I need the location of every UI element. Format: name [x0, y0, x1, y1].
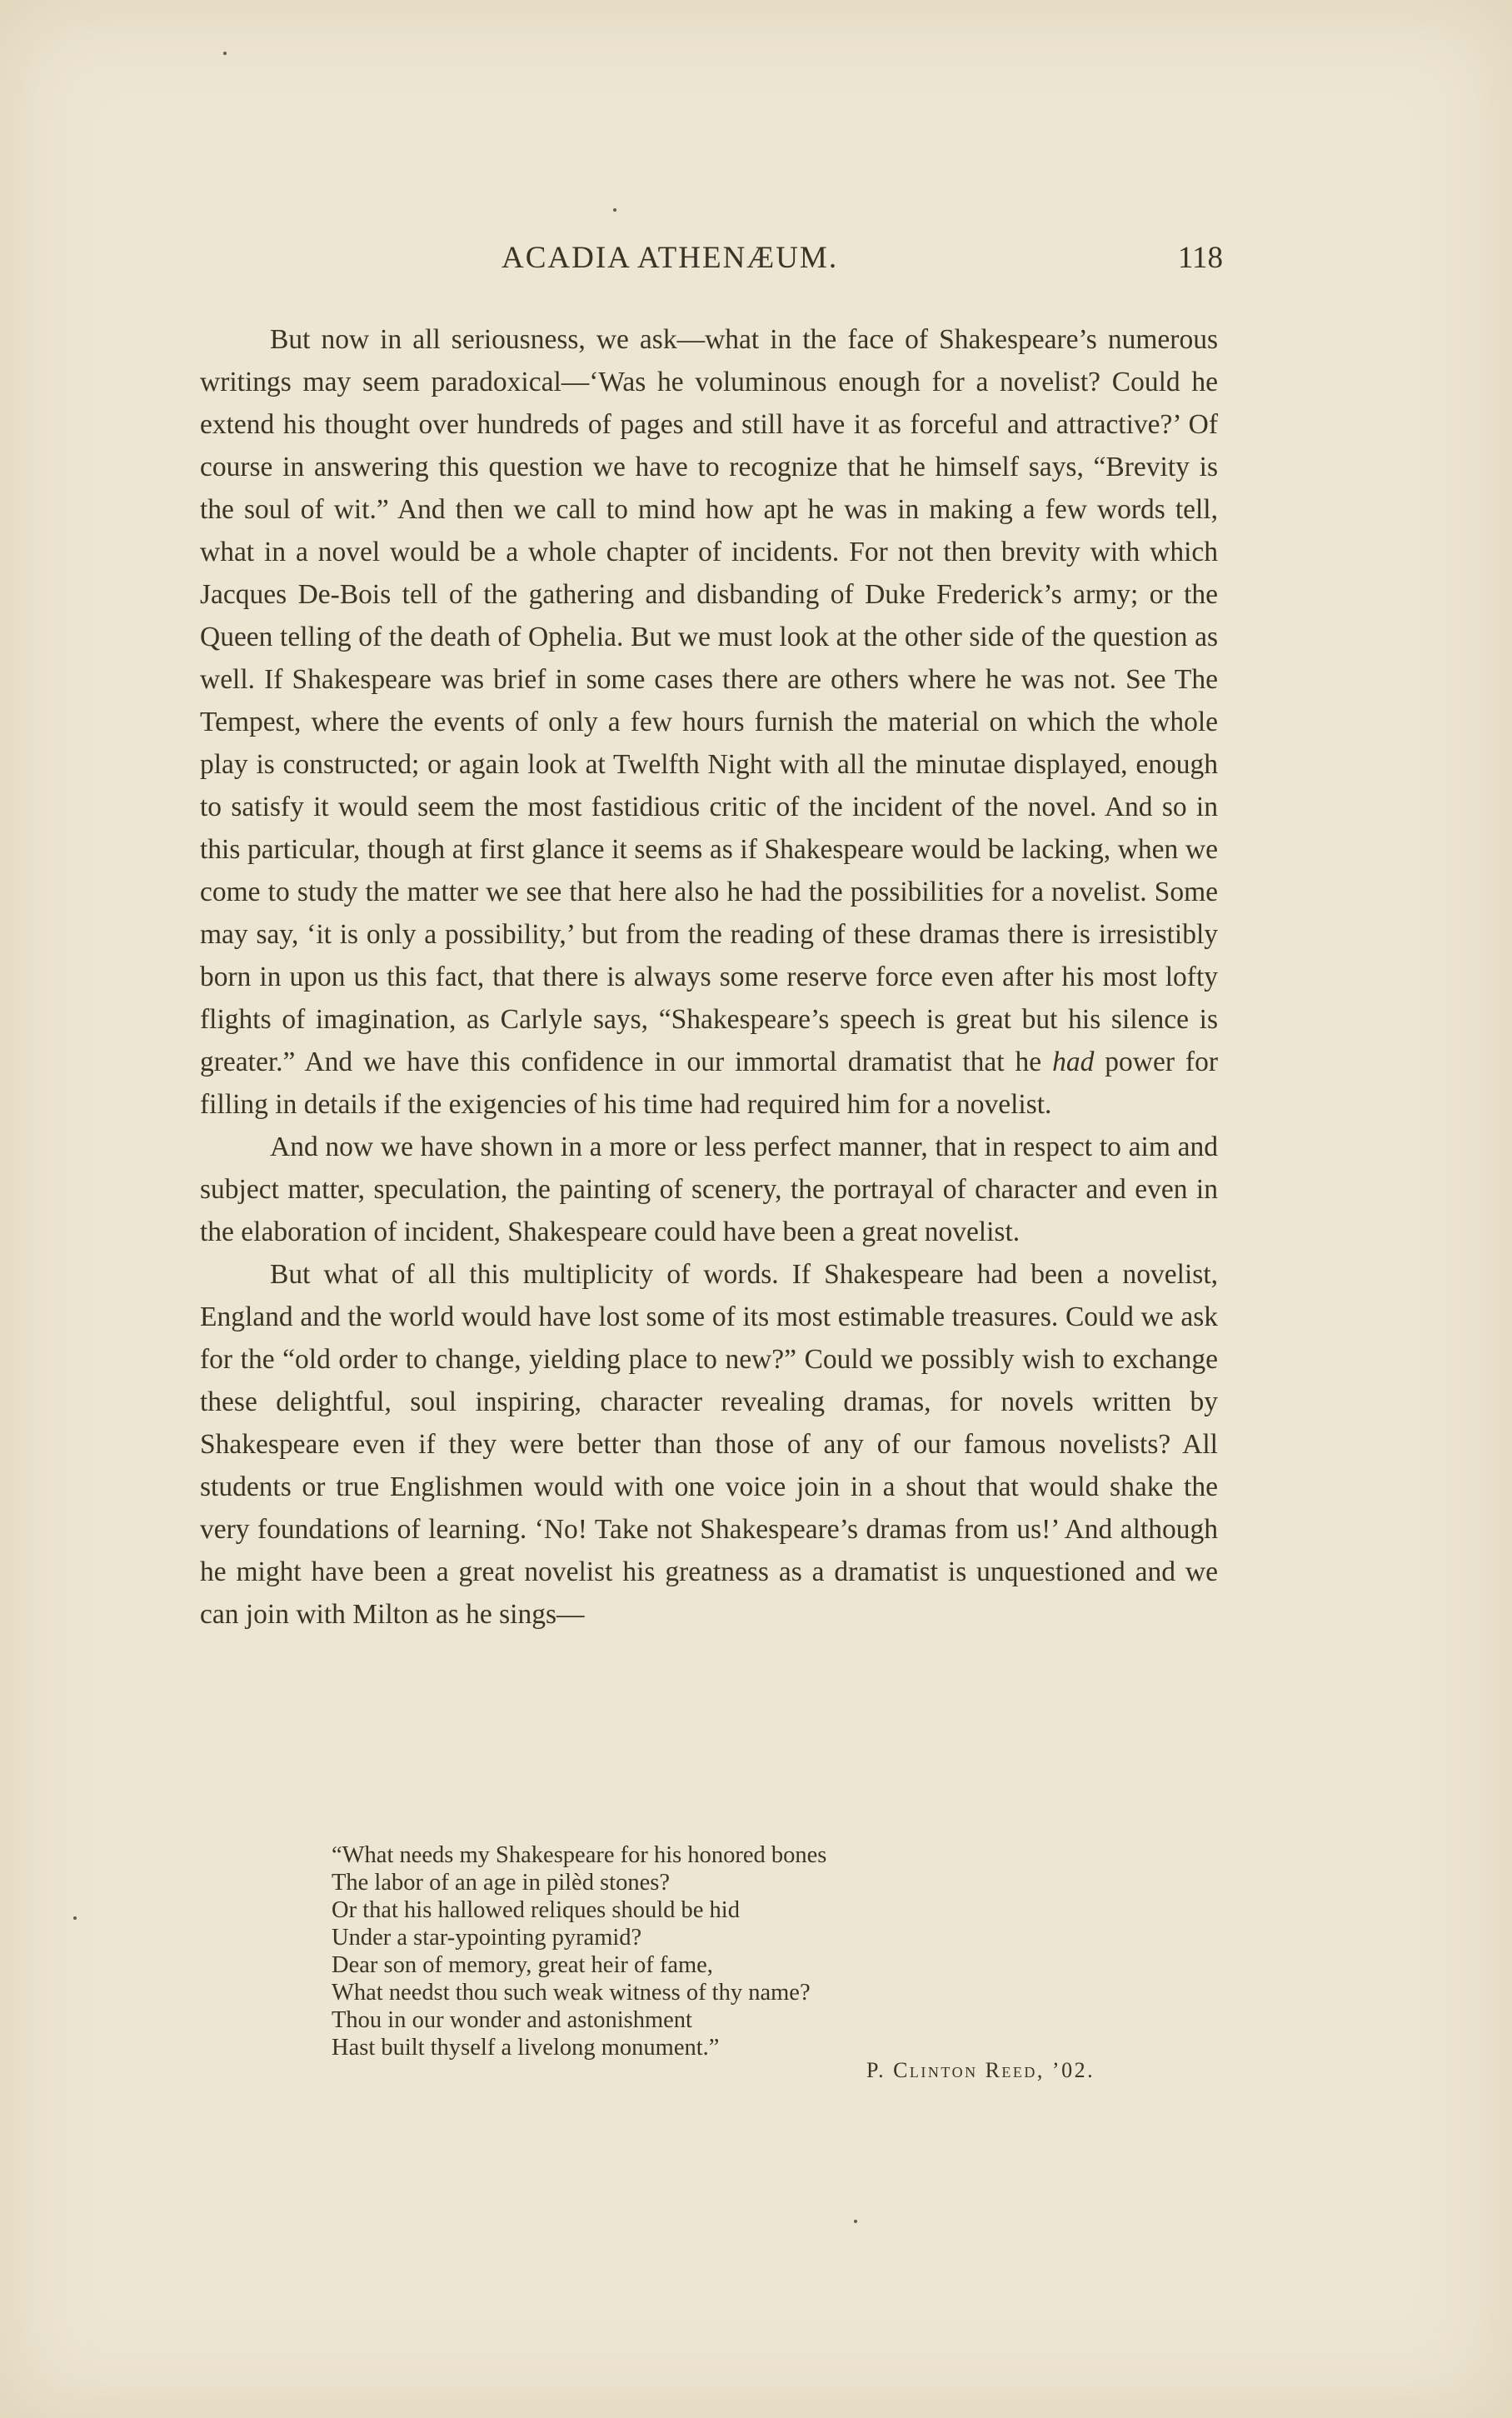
poem-line: Thou in our wonder and astonishment: [332, 2007, 692, 2033]
article-body: [200, 318, 1218, 1636]
paragraph-1-text: But now in all seriousness, we ask—what in the face of Shakespeare’s numerous writings may seem paradoxical—‘Was he voluminous enough for a novelist? Could he extend his thought over hundreds of pages and still have it as forceful and attractive?’ Of course in answering this question we have to recognize that he himself says, “Brevity is the soul of wit.” And then we call to mind how apt he was in making a few words tell, what in a novel would be a whole chapter of incidents. For not then brevity with which Jacques De-Bois tell of the gathering and disbanding of Duke Frederick’s army; or the Queen telling of the death of Ophelia. But we must look at the other side of the question as well. If Shakespeare was brief in some cases there are others where he was not. See The Tempest, where the events of only a few hours furnish the material on which the whole play is constructed; or again look at Twelfth Night with all the minutae displayed, enough to satisfy it would seem the most fastidious critic of the incident of the novel. And so in this particular, though at first glance it seems as if Shakespeare would be lacking, when we come to study the matter we see that here also he had the possibilities for a novelist. Some may say, ‘it is only a possibility,’ but from the reading of these dramas there is irresistibly born in upon us this fact, that there is always some reserve force even after his most lofty flights of imagination, as Carlyle says, “Shakespeare’s speech is great but his silence is greater.” And we have this confidence in our immortal dramatist that he: [200, 324, 1218, 1077]
poem-line: “What needs my Shakespeare for his honored bones: [332, 1842, 827, 1868]
paper-speck: [223, 52, 227, 55]
paragraph-2-text: And now we have shown in a more or less perfect manner, that in respect to aim and subject matter, speculation, the painting of scenery, the portrayal of character and even in the elaboration of incident, Shakespeare could have been a great novelist.: [200, 1132, 1218, 1247]
paper-speck: [854, 2220, 857, 2223]
poem-line: Under a star-ypointing pyramid?: [332, 1925, 642, 1951]
paper-speck: [613, 208, 616, 212]
poem-line: Dear son of memory, great heir of fame,: [332, 1952, 713, 1978]
page-header: [200, 240, 1223, 282]
running-title: ACADIA ATHENÆUM.: [502, 241, 839, 275]
paper-speck: [73, 1916, 77, 1920]
poem-line: What needst thou such weak witness of thy name?: [332, 1980, 811, 2006]
poem-line: Hast built thyself a livelong monument.”: [332, 2035, 720, 2061]
paragraph-1: [200, 318, 1218, 1126]
paragraph-2: [200, 1126, 1218, 1253]
paragraph-1-italic: had: [1052, 1047, 1095, 1077]
poem-quotation: [332, 1841, 1081, 2061]
paragraph-3-text: But what of all this multiplicity of words. If Shakespeare had been a novelist, England and the world would have lost some of its most estimable treasures. Could we ask for the “old order to change, yielding place to new?” Could we possibly wish to exchange these delightful, soul inspiring, character revealing dramas, for novels written by Shakespeare even if they were better than those of any of our famous novelists? All students or true Englishmen would with one voice join in a shout that would shake the very foundations of learning. ‘No! Take not Shakespeare’s dramas from us!’ And although he might have been a great novelist his greatness as a dramatist is unquestioned and we can join with Milton as he sings—: [200, 1259, 1218, 1630]
poem-line: The labor of an age in pilèd stones?: [332, 1870, 670, 1896]
author-signature: P. Clinton Reed, ’02.: [866, 2058, 1095, 2082]
poem-line: Or that his hallowed reliques should be hid: [332, 1897, 740, 1923]
page-number: 118: [1177, 241, 1223, 275]
paragraph-1-text-end: power for filling in details if the exigencies of his time had required him for a novelist.: [200, 1047, 1218, 1120]
paragraph-3: [200, 1253, 1218, 1636]
